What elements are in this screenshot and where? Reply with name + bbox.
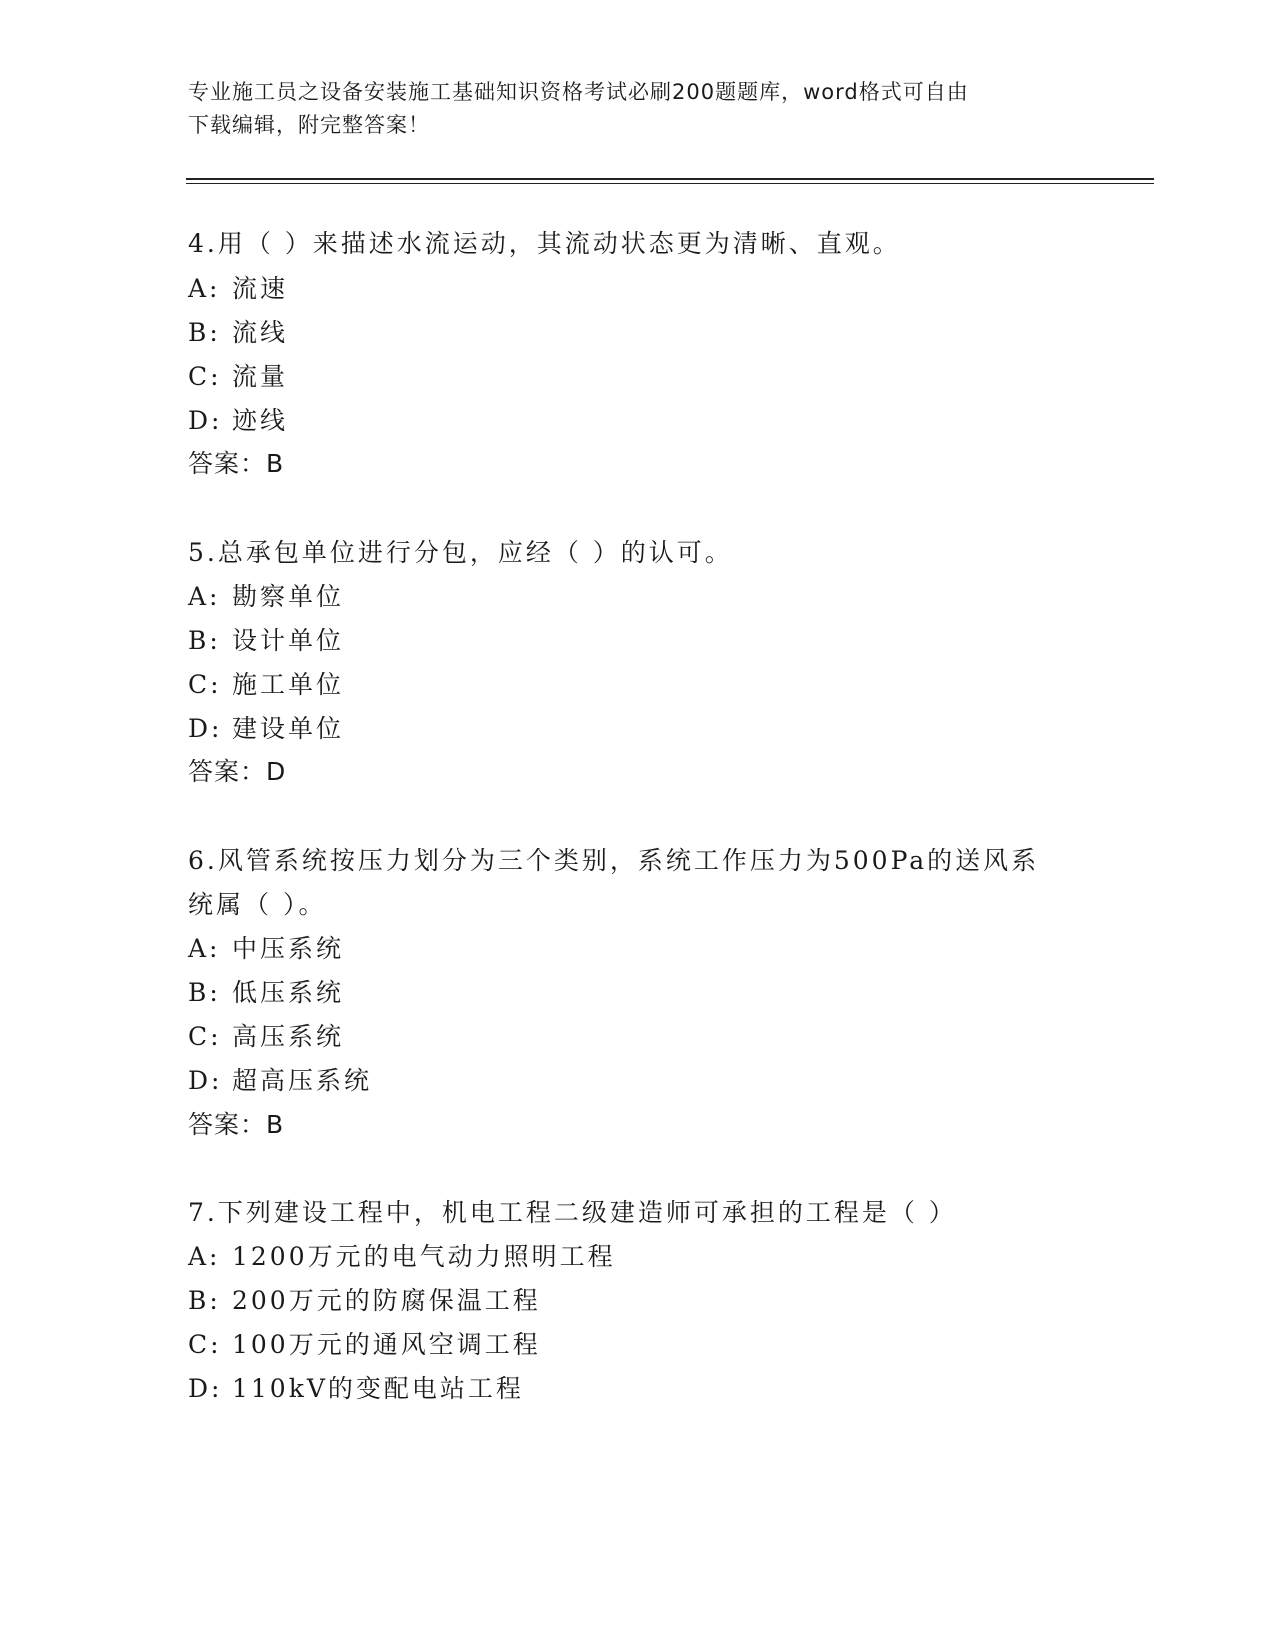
option-letter: C: [188, 362, 222, 391]
option-a [188, 582, 344, 612]
option-c [188, 1330, 541, 1360]
option-letter: C: [188, 1022, 222, 1051]
question-stem: 7.下列建设工程中，机电工程二级建造师可承担的工程是（ ） [188, 1198, 957, 1227]
option-d [188, 1374, 524, 1404]
header-line-1: 专业施工员之设备安装施工基础知识资格考试必刷200题题库，word格式可自由 [188, 80, 969, 104]
option-c [188, 670, 344, 700]
question-stem: 6.风管系统按压力划分为三个类别，系统工作压力为500Pa的送风系 [188, 846, 1040, 875]
option-text: 高压系统 [232, 1022, 345, 1051]
header-divider [186, 178, 1154, 184]
option-text: 勘察单位 [232, 582, 345, 611]
option-text: 超高压系统 [232, 1066, 373, 1095]
header-line-2: 下载编辑，附完整答案！ [188, 113, 430, 137]
option-text: 200万元的防腐保温工程 [232, 1286, 541, 1315]
option-a [188, 274, 288, 304]
option-text: 迹线 [232, 406, 289, 435]
option-text: 110kV的变配电站工程 [232, 1374, 524, 1403]
option-b [188, 1286, 541, 1316]
option-text: 施工单位 [232, 670, 345, 699]
option-c [188, 1022, 344, 1052]
option-text: 流速 [232, 274, 289, 303]
option-b [188, 318, 288, 348]
option-letter: B: [188, 1286, 221, 1315]
option-text: 流量 [232, 362, 289, 391]
option-c [188, 362, 288, 392]
option-text: 1200万元的电气动力照明工程 [232, 1242, 616, 1271]
option-text: 中压系统 [232, 934, 345, 963]
option-b [188, 626, 344, 656]
option-text: 低压系统 [232, 978, 345, 1007]
option-letter: A: [188, 934, 221, 963]
option-text: 流线 [232, 318, 289, 347]
question-stem: 5.总承包单位进行分包，应经（ ）的认可。 [188, 538, 733, 567]
option-letter: D: [188, 1066, 223, 1095]
option-letter: A: [188, 582, 221, 611]
document-header [188, 76, 1078, 142]
option-d [188, 1066, 372, 1096]
option-letter: D: [188, 406, 223, 435]
option-text: 建设单位 [232, 714, 345, 743]
option-letter: D: [188, 1374, 223, 1403]
question-stem: 4.用（ ）来描述水流运动，其流动状态更为清晰、直观。 [188, 229, 901, 258]
option-text: 100万元的通风空调工程 [232, 1330, 541, 1359]
answer: 答案：B [188, 1110, 285, 1139]
option-letter: A: [188, 1242, 221, 1271]
option-letter: D: [188, 714, 223, 743]
question-stem-continued: 统属（ ）。 [188, 890, 327, 919]
option-letter: A: [188, 274, 221, 303]
option-d [188, 714, 344, 744]
option-letter: C: [188, 670, 222, 699]
option-b [188, 978, 344, 1008]
option-letter: B: [188, 626, 221, 655]
option-letter: B: [188, 978, 221, 1007]
option-a [188, 1242, 616, 1272]
option-letter: C: [188, 1330, 222, 1359]
option-a [188, 934, 344, 964]
option-d [188, 406, 288, 436]
option-text: 设计单位 [232, 626, 345, 655]
answer: 答案：B [188, 449, 285, 478]
option-letter: B: [188, 318, 221, 347]
answer: 答案：D [188, 757, 287, 786]
